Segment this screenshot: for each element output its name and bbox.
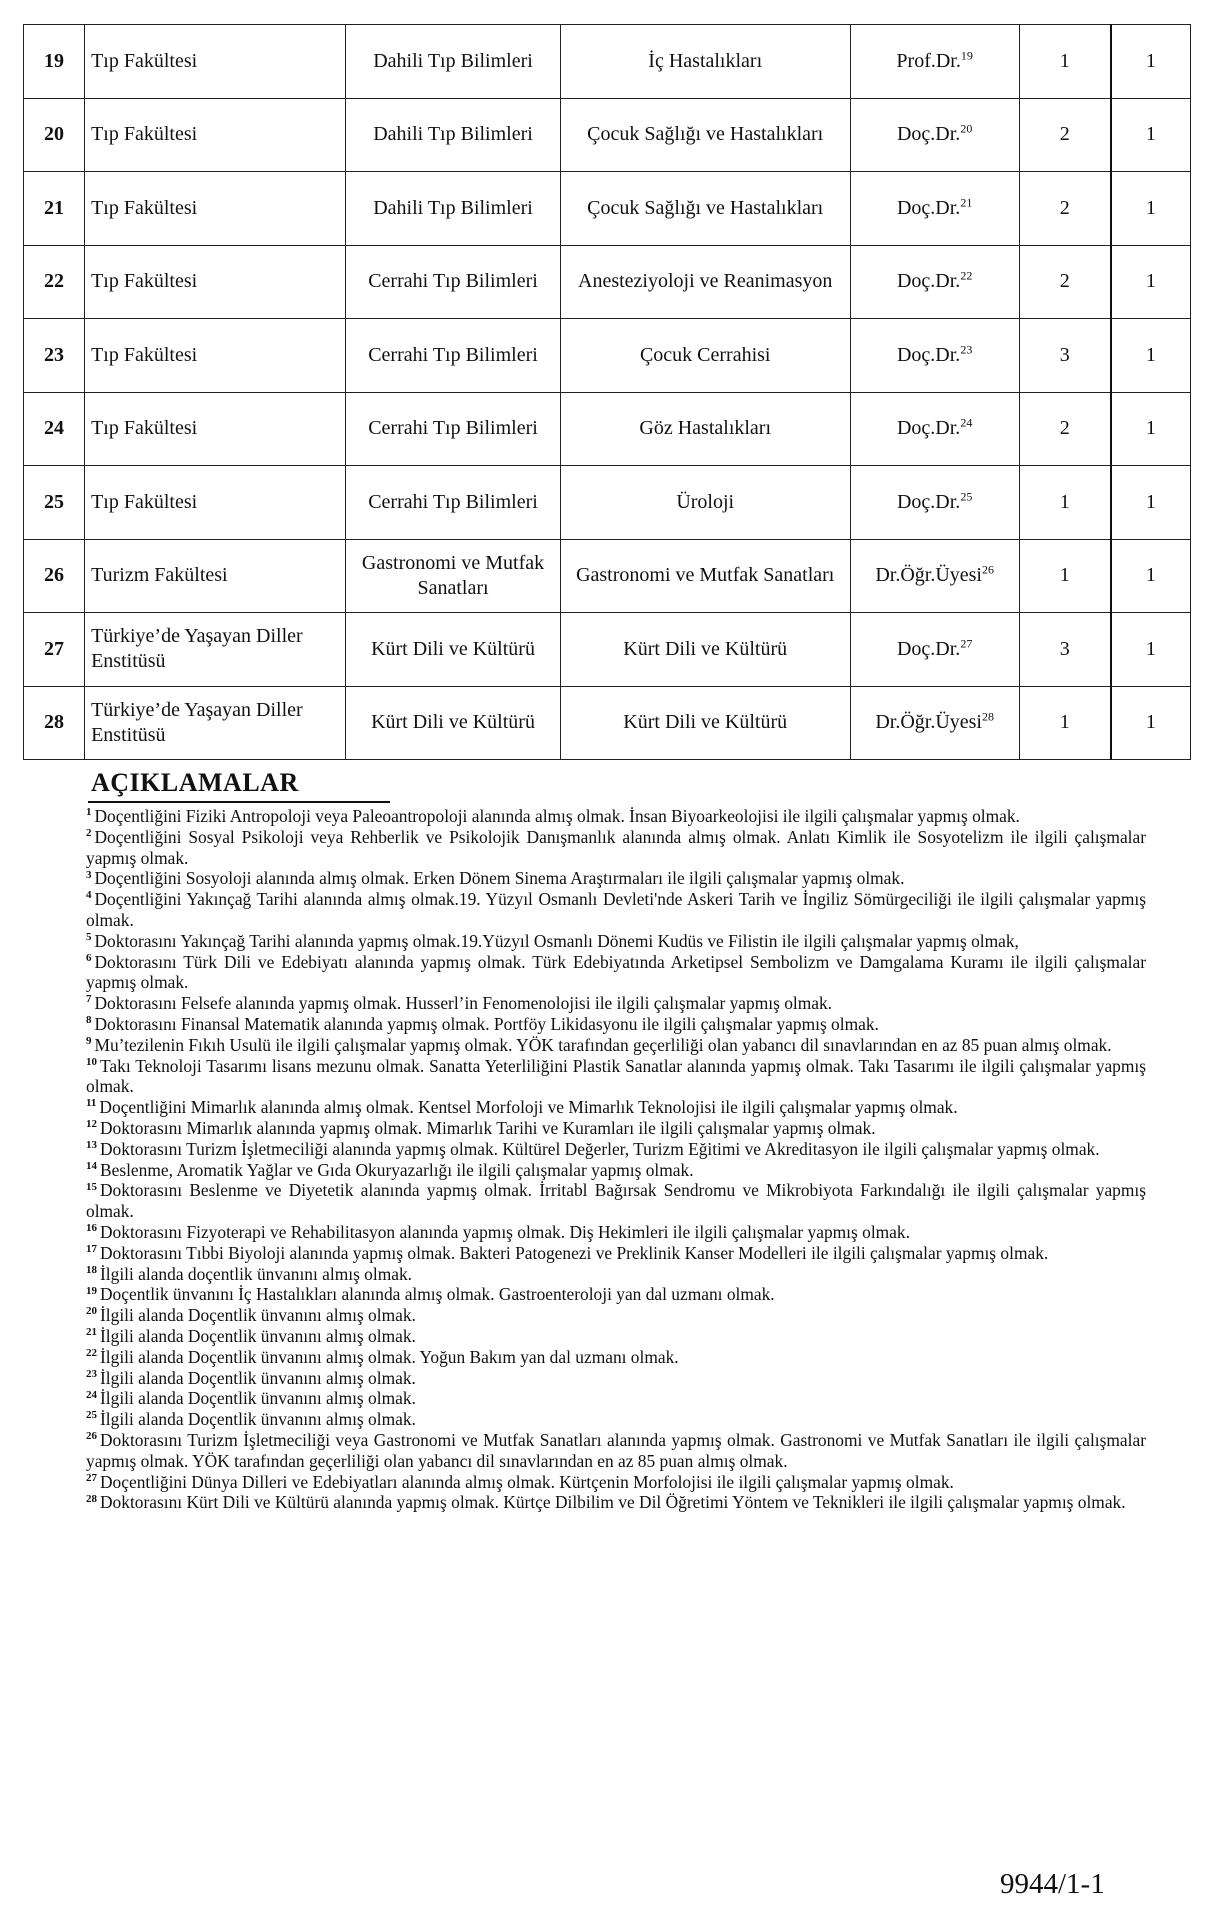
footnote-text: Doktorasını Türk Dili ve Edebiyatı alanında yapmış olmak. Türk Edebiyatında Arketipsel Sembolizm ve Damgalama Kuramı ile ilgili çalışmalar yapmış olmak. bbox=[86, 951, 1146, 993]
footnote-text: Beslenme, Aromatik Yağlar ve Gıda Okuryazarlığı ile ilgili çalışmalar yapmış olmak. bbox=[100, 1159, 694, 1180]
discipline-cell: Göz Hastalıkları bbox=[560, 392, 850, 466]
heading-underline bbox=[88, 801, 390, 803]
footnote-text: Doçentliğini Sosyoloji alanında almış olmak. Erken Dönem Sinema Araştırmaları ile ilgili çalışmalar yapmış olmak. bbox=[94, 868, 905, 889]
footnote-number: 7 bbox=[86, 993, 92, 1006]
count-cell: 1 bbox=[1111, 98, 1191, 172]
footnote bbox=[86, 1409, 1146, 1430]
positions-table bbox=[23, 24, 1191, 760]
footnote-text: İlgili alanda Doçentlik ünvanını almış olmak. bbox=[100, 1409, 416, 1430]
academic-title: Doç.Dr. bbox=[896, 123, 961, 146]
footnote-number: 21 bbox=[86, 1326, 97, 1339]
footnote bbox=[86, 1056, 1146, 1098]
row-number: 23 bbox=[24, 319, 85, 393]
table-row bbox=[24, 686, 1191, 760]
academic-title: Doç.Dr. bbox=[896, 637, 961, 660]
row-number: 24 bbox=[24, 392, 85, 466]
footnote-number: 18 bbox=[86, 1263, 97, 1276]
footnote-number: 25 bbox=[86, 1409, 97, 1422]
footnote-ref: 20 bbox=[960, 121, 973, 136]
footnote bbox=[86, 1014, 1146, 1035]
footnote-number: 12 bbox=[86, 1118, 97, 1131]
footnote bbox=[86, 1160, 1146, 1181]
footnote-text: Doktorasını Tıbbi Biyoloji alanında yapmış olmak. Bakteri Patogenezi ve Preklinik Kanser Modelleri ile ilgili çalışmalar yapmış olmak. bbox=[100, 1242, 1049, 1263]
academic-title: Dr.Öğr.Üyesi bbox=[875, 711, 982, 734]
footnote-number: 23 bbox=[86, 1367, 97, 1380]
footnote-number: 8 bbox=[86, 1014, 92, 1027]
title-cell bbox=[850, 98, 1019, 172]
footnote-text: Doktorasını Finansal Matematik alanında yapmış olmak. Portföy Likidasyonu ile ilgili çalışmalar yapmış olmak. bbox=[94, 1013, 879, 1034]
title-cell bbox=[850, 319, 1019, 393]
table-row bbox=[24, 98, 1191, 172]
footnote bbox=[86, 1097, 1146, 1118]
footnote-number: 6 bbox=[86, 951, 92, 964]
footnote bbox=[86, 868, 1146, 889]
footnote bbox=[86, 889, 1146, 931]
discipline-cell: Üroloji bbox=[560, 466, 850, 540]
discipline-cell: Gastronomi ve Mutfak Sanatları bbox=[560, 539, 850, 613]
footnote bbox=[86, 1430, 1146, 1472]
explanations-heading: AÇIKLAMALAR bbox=[91, 768, 299, 797]
row-number: 26 bbox=[24, 539, 85, 613]
footnote bbox=[86, 1243, 1146, 1264]
row-number: 25 bbox=[24, 466, 85, 540]
footnote bbox=[86, 1180, 1146, 1222]
department-cell: Cerrahi Tıp Bilimleri bbox=[346, 319, 560, 393]
footnote bbox=[86, 931, 1146, 952]
footnote-number: 13 bbox=[86, 1138, 97, 1151]
footnote-number: 1 bbox=[86, 806, 92, 819]
row-number: 21 bbox=[24, 172, 85, 246]
footnote bbox=[86, 1222, 1146, 1243]
footnote-ref: 19 bbox=[960, 48, 973, 63]
title-cell bbox=[850, 686, 1019, 760]
faculty-cell: Türkiye’de Yaşayan Diller Enstitüsü bbox=[85, 686, 346, 760]
table-row bbox=[24, 245, 1191, 319]
footnote bbox=[86, 1388, 1146, 1409]
document-code: 9944/1-1 bbox=[1000, 1868, 1105, 1900]
count-cell: 1 bbox=[1111, 613, 1191, 687]
level-cell: 3 bbox=[1019, 319, 1111, 393]
table-row bbox=[24, 613, 1191, 687]
footnote bbox=[86, 1347, 1146, 1368]
footnote bbox=[86, 1118, 1146, 1139]
footnote-number: 16 bbox=[86, 1222, 97, 1235]
count-cell: 1 bbox=[1111, 245, 1191, 319]
discipline-cell: Anesteziyoloji ve Reanimasyon bbox=[560, 245, 850, 319]
department-cell: Cerrahi Tıp Bilimleri bbox=[346, 392, 560, 466]
discipline-cell: Çocuk Sağlığı ve Hastalıkları bbox=[560, 172, 850, 246]
title-cell bbox=[850, 25, 1019, 99]
row-number: 19 bbox=[24, 25, 85, 99]
footnote bbox=[86, 1492, 1146, 1513]
faculty-cell: Turizm Fakültesi bbox=[85, 539, 346, 613]
footnote-number: 17 bbox=[86, 1242, 97, 1255]
footnote-text: Doçentliğini Yakınçağ Tarihi alanında almış olmak.19. Yüzyıl Osmanlı Devleti'nde Askeri Tarih ve İngiliz Sömürgeciliği ile ilgili çalışmalar yapmış olmak. bbox=[86, 889, 1146, 930]
faculty-cell: Tıp Fakültesi bbox=[85, 392, 346, 466]
count-cell: 1 bbox=[1111, 25, 1191, 99]
footnote-ref: 24 bbox=[960, 415, 973, 430]
footnote-text: Doktorasını Yakınçağ Tarihi alanında yapmış olmak.19.Yüzyıl Osmanlı Dönemi Kudüs ve Filistin ile ilgili çalışmalar yapmış olmak, bbox=[94, 930, 1019, 951]
academic-title: Doç.Dr. bbox=[896, 270, 961, 293]
row-number: 28 bbox=[24, 686, 85, 760]
footnote-text: Doktorasını Turizm İşletmeciliği alanında yapmış olmak. Kültürel Değerler, Turizm Eğitimi ve Akreditasyon ile ilgili çalışmalar yapmış olmak. bbox=[100, 1138, 1100, 1159]
footnote-text: İlgili alanda Doçentlik ünvanını almış olmak. bbox=[100, 1305, 416, 1326]
count-cell: 1 bbox=[1111, 466, 1191, 540]
faculty-cell: Tıp Fakültesi bbox=[85, 245, 346, 319]
footnote bbox=[86, 1035, 1146, 1056]
table-row bbox=[24, 466, 1191, 540]
discipline-cell: Kürt Dili ve Kültürü bbox=[560, 686, 850, 760]
faculty-cell: Türkiye’de Yaşayan Diller Enstitüsü bbox=[85, 613, 346, 687]
level-cell: 2 bbox=[1019, 392, 1111, 466]
footnote bbox=[86, 1305, 1146, 1326]
footnote-number: 4 bbox=[86, 889, 92, 902]
footnote-text: Mu’tezilenin Fıkıh Usulü ile ilgili çalışmalar yapmış olmak. YÖK tarafından geçerliliği olan yabancı dil sınavlarından en az 85 puan almış olmak. bbox=[94, 1034, 1112, 1055]
footnote-number: 2 bbox=[86, 827, 92, 839]
discipline-cell: Kürt Dili ve Kültürü bbox=[560, 613, 850, 687]
level-cell: 1 bbox=[1019, 686, 1111, 760]
footnote-text: Doçentliğini Fiziki Antropoloji veya Paleoantropoloji alanında almış olmak. İnsan Biyoarkeolojisi ile ilgili çalışmalar yapmış olmak. bbox=[94, 806, 1020, 826]
footnote-number: 22 bbox=[86, 1346, 97, 1359]
positions-table-body bbox=[24, 25, 1191, 760]
footnote-number: 19 bbox=[86, 1284, 97, 1297]
footnote-number: 26 bbox=[86, 1430, 97, 1443]
footnote-number: 10 bbox=[86, 1055, 97, 1068]
department-cell: Dahili Tıp Bilimleri bbox=[346, 98, 560, 172]
level-cell: 2 bbox=[1019, 245, 1111, 319]
footnote-number: 14 bbox=[86, 1159, 97, 1172]
department-cell: Cerrahi Tıp Bilimleri bbox=[346, 466, 560, 540]
level-cell: 3 bbox=[1019, 613, 1111, 687]
table-row bbox=[24, 539, 1191, 613]
academic-title: Doç.Dr. bbox=[896, 343, 961, 366]
footnote-text: Doçentliğini Mimarlık alanında almış olmak. Kentsel Morfoloji ve Mimarlık Teknolojisi ile ilgili çalışmalar yapmış olmak. bbox=[99, 1097, 958, 1118]
department-cell: Dahili Tıp Bilimleri bbox=[346, 172, 560, 246]
footnote-ref: 23 bbox=[960, 342, 973, 357]
level-cell: 2 bbox=[1019, 172, 1111, 246]
department-cell: Gastronomi ve Mutfak Sanatları bbox=[346, 539, 560, 613]
count-cell: 1 bbox=[1111, 172, 1191, 246]
discipline-cell: İç Hastalıkları bbox=[560, 25, 850, 99]
footnote-text: Doçentlik ünvanını İç Hastalıkları alanında almış olmak. Gastroenteroloji yan dal uzmanı olmak. bbox=[100, 1284, 775, 1305]
level-cell: 1 bbox=[1019, 539, 1111, 613]
footnote-text: Doçentliğini Sosyal Psikoloji veya Rehberlik ve Psikolojik Danışmanlık alanında almış olmak. Anlatı Kimlik ile Sosyotelizm ile ilgili çalışmalar yapmış olmak. bbox=[86, 826, 1146, 868]
footnote bbox=[86, 1284, 1146, 1305]
footnote-text: Takı Teknoloji Tasarımı lisans mezunu olmak. Sanatta Yeterliliğini Plastik Sanatlar alanında yapmış olmak. Takı Tasarımı ile ilgili çalışmalar yapmış olmak. bbox=[86, 1055, 1146, 1097]
footnote-ref: 28 bbox=[981, 709, 994, 724]
footnote-text: Doktorasını Beslenme ve Diyetetik alanında yapmış olmak. İrritabl Bağırsak Sendromu ve Mikrobiyota Farkındalığı ile ilgili çalışmalar yapmış olmak. bbox=[86, 1180, 1146, 1222]
footnote-number: 24 bbox=[86, 1388, 97, 1401]
table-row bbox=[24, 319, 1191, 393]
footnote bbox=[86, 1139, 1146, 1160]
academic-title: Dr.Öğr.Üyesi bbox=[875, 564, 982, 587]
discipline-cell: Çocuk Cerrahisi bbox=[560, 319, 850, 393]
faculty-cell: Tıp Fakültesi bbox=[85, 172, 346, 246]
count-cell: 1 bbox=[1111, 539, 1191, 613]
academic-title: Doç.Dr. bbox=[896, 490, 961, 513]
footnote-number: 3 bbox=[86, 868, 92, 881]
footnote-number: 15 bbox=[86, 1180, 97, 1193]
faculty-cell: Tıp Fakültesi bbox=[85, 466, 346, 540]
footnote-number: 27 bbox=[86, 1471, 97, 1484]
footnote-ref: 27 bbox=[960, 636, 973, 651]
faculty-cell: Tıp Fakültesi bbox=[85, 319, 346, 393]
footnote-ref: 26 bbox=[981, 562, 994, 577]
level-cell: 1 bbox=[1019, 25, 1111, 99]
count-cell: 1 bbox=[1111, 392, 1191, 466]
footnote-text: İlgili alanda Doçentlik ünvanını almış olmak. bbox=[100, 1388, 416, 1409]
footnote-ref: 22 bbox=[960, 268, 973, 283]
level-cell: 1 bbox=[1019, 466, 1111, 540]
row-number: 20 bbox=[24, 98, 85, 172]
footnote-text: İlgili alanda Doçentlik ünvanını almış olmak. bbox=[100, 1367, 416, 1388]
title-cell bbox=[850, 392, 1019, 466]
department-cell: Cerrahi Tıp Bilimleri bbox=[346, 245, 560, 319]
footnote-text: Doktorasını Kürt Dili ve Kültürü alanında yapmış olmak. Kürtçe Dilbilim ve Dil Öğretimi Yöntem ve Teknikleri ile ilgili çalışmalar yapmış olmak. bbox=[100, 1492, 1126, 1513]
footnote bbox=[86, 1264, 1146, 1285]
footnote bbox=[86, 993, 1146, 1014]
title-cell bbox=[850, 613, 1019, 687]
department-cell: Kürt Dili ve Kültürü bbox=[346, 686, 560, 760]
footnote-text: İlgili alanda Doçentlik ünvanını almış olmak. bbox=[100, 1325, 416, 1346]
title-cell bbox=[850, 245, 1019, 319]
academic-title: Prof.Dr. bbox=[896, 49, 961, 72]
title-cell bbox=[850, 466, 1019, 540]
footnotes-list bbox=[86, 806, 1146, 1513]
footnote-text: Doktorasını Felsefe alanında yapmış olmak. Husserl’in Fenomenolojisi ile ilgili çalışmalar yapmış olmak. bbox=[94, 993, 833, 1014]
footnote-text: İlgili alanda doçentlik ünvanını almış olmak. bbox=[100, 1263, 412, 1284]
level-cell: 2 bbox=[1019, 98, 1111, 172]
footnote-number: 11 bbox=[86, 1097, 97, 1110]
table-row bbox=[24, 25, 1191, 99]
title-cell bbox=[850, 172, 1019, 246]
footnote-ref: 25 bbox=[960, 489, 973, 504]
footnote-text: Doktorasını Fizyoterapi ve Rehabilitasyon alanında yapmış olmak. Diş Hekimleri ile ilgili çalışmalar yapmış olmak. bbox=[100, 1221, 910, 1242]
academic-title: Doç.Dr. bbox=[896, 417, 961, 440]
footnote bbox=[86, 827, 1146, 869]
footnote bbox=[86, 1326, 1146, 1347]
footnote-number: 9 bbox=[86, 1034, 92, 1047]
table-row bbox=[24, 392, 1191, 466]
footnote-ref: 21 bbox=[960, 195, 973, 210]
footnote-text: Doçentliğini Dünya Dilleri ve Edebiyatları alanında almış olmak. Kürtçenin Morfolojisi ile ilgili çalışmalar yapmış olmak. bbox=[100, 1471, 954, 1492]
department-cell: Kürt Dili ve Kültürü bbox=[346, 613, 560, 687]
footnote bbox=[86, 1472, 1146, 1493]
department-cell: Dahili Tıp Bilimleri bbox=[346, 25, 560, 99]
count-cell: 1 bbox=[1111, 319, 1191, 393]
faculty-cell: Tıp Fakültesi bbox=[85, 98, 346, 172]
footnote-number: 20 bbox=[86, 1305, 97, 1318]
faculty-cell: Tıp Fakültesi bbox=[85, 25, 346, 99]
title-cell bbox=[850, 539, 1019, 613]
footnote bbox=[86, 1368, 1146, 1389]
footnote-number: 5 bbox=[86, 930, 92, 943]
row-number: 22 bbox=[24, 245, 85, 319]
footnote bbox=[86, 806, 1146, 827]
discipline-cell: Çocuk Sağlığı ve Hastalıkları bbox=[560, 98, 850, 172]
count-cell: 1 bbox=[1111, 686, 1191, 760]
table-row bbox=[24, 172, 1191, 246]
footnote-number: 28 bbox=[86, 1492, 97, 1505]
row-number: 27 bbox=[24, 613, 85, 687]
footnote-text: Doktorasını Turizm İşletmeciliği veya Gastronomi ve Mutfak Sanatları alanında yapmış olmak. Gastronomi ve Mutfak Sanatları ile ilgili çalışmalar yapmış olmak. YÖK tarafından geçerliliği olan yabancı dil sınavlarından en az 85 puan almış olmak. bbox=[86, 1429, 1146, 1471]
academic-title: Doç.Dr. bbox=[896, 196, 961, 219]
footnote-text: Doktorasını Mimarlık alanında yapmış olmak. Mimarlık Tarihi ve Kuramları ile ilgili çalışmalar yapmış olmak. bbox=[100, 1117, 876, 1138]
footnote-text: İlgili alanda Doçentlik ünvanını almış olmak. Yoğun Bakım yan dal uzmanı olmak. bbox=[100, 1346, 679, 1367]
footnote bbox=[86, 952, 1146, 994]
